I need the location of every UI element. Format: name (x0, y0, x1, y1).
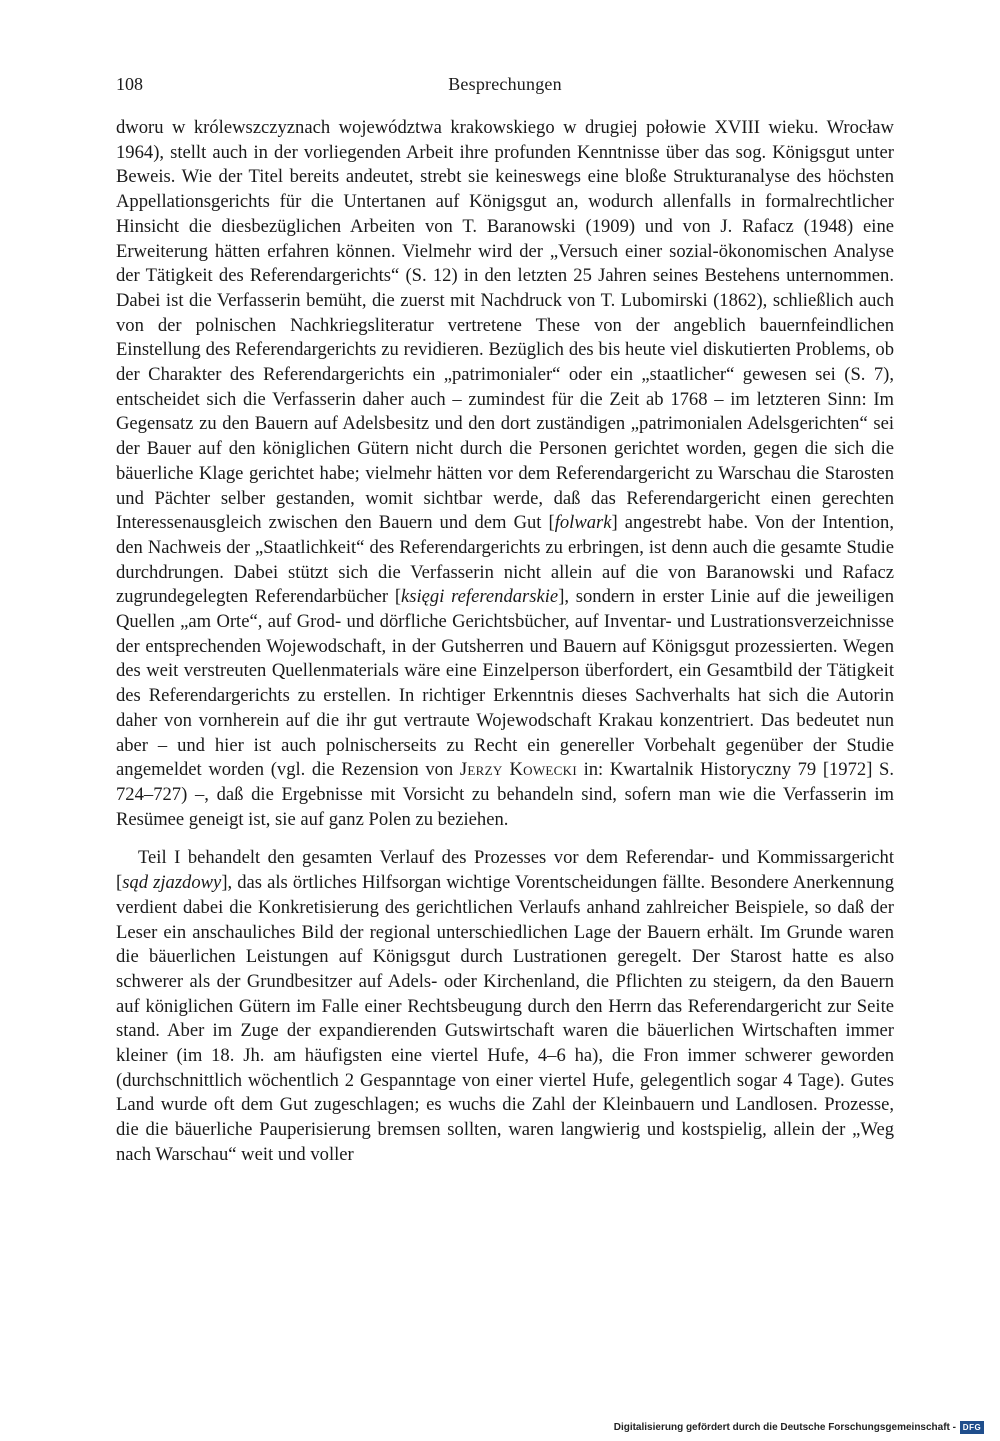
italic-term: księgi referendarskie (401, 586, 559, 608)
dfg-logo: DFG (960, 1421, 984, 1434)
page-header (116, 74, 894, 100)
body-text (116, 116, 894, 1168)
text-run: ], das als örtliches Hilfsorgan wichtige Vorentscheidungen fällte. Besondere Anerkennung verdient dabei die Konkretisierung des gerichtlichen Verlaufs anhand zahlreicher Beispiele, so daß der Leser ein anschauliches Bild der regional unterschiedlichen Lage der Bauern erhält. Im Grunde waren die bäuerlichen Leistungen auf Königsgut durch Lustrationen geregelt. Der Starost hatte es also schwerer als der Grundbesitzer auf Adels- oder Kirchenland, die Pflichten zu steigern, da den Bauern auf königlichen Gütern im Falle einer Rechtsbeugung durch den Herrn das Referendargericht zur Seite stand. Aber im Zuge der expandierenden Gutswirtschaft waren die bäuerlichen Wirtschaften immer kleiner (im 18. Jh. am häufigsten eine viertel Hufe, 4–6 ha), die Fron immer schwerer geworden (durchschnittlich wöchentlich 2 Gespanntage von einer viertel Hufe, gelegentlich sogar 4 Tage). Gutes Land wurde oft dem Gut zugeschlagen; es wuchs die Zahl der Kleinbauern und Landlosen. Prozesse, die die bäuerliche Pauperisierung bremsen sollten, waren langwierig und kostspielig, allein der „Weg nach Warschau“ weit und voller (116, 872, 894, 1165)
paragraph-1 (116, 116, 894, 832)
italic-term: folwark (554, 512, 612, 534)
text-run: ] angestrebt habe. Von der Intention, den Nachweis der „Staatlichkeit“ des Referendargerichts zu erbringen, ist denn auch die gesamte Studie durchdrungen. Dabei stützt sich die Verfasserin nicht allein auf die von Baranowski und Rafacz zugrundegelegten Referendarbücher [ (116, 512, 894, 608)
credit-text: Digitalisierung gefördert durch die Deutsche Forschungsgemeinschaft - (613, 1421, 956, 1433)
digitization-credit (614, 1419, 984, 1435)
text-run: Teil I behandelt den gesamten Verlauf des Prozesses vor dem Referendar- und Kommissargericht [ (116, 847, 894, 894)
running-head: Besprechungen (448, 74, 562, 94)
text-run: ], sondern in erster Linie auf die jeweiligen Quellen „am Orte“, auf Grod- und dörfliche Gerichtsbücher, auf Inventar- und Lustrationsverzeichnisse der entsprechenden Wojewodschaft, in der Gutsherren und Bauern auf Königsgut prozessierten. Wegen des weit verstreuten Quellenmaterials wäre eine Einzelperson überfordert, ein Gesamtbild der Tätigkeit des Referendargerichts zu erstellen. In richtiger Erkenntnis dieses Sachverhalts hat sich die Autorin daher von vornherein auf die ihr gut vertraute Wojewodschaft Krakau konzentriert. Das bedeutet nun aber – und hier ist auch polnischerseits zu Recht ein genereller Vorbehalt gegenüber der Studie angemeldet worden (vgl. die Rezension von (116, 586, 894, 781)
paragraph-2 (116, 846, 894, 1167)
text-run: in: Kwartalnik Historyczny 79 [1972] S. 724–727) –, daß die Ergebnisse mit Vorsicht zu behandeln sind, sofern man wie die Verfasserin im Resümee geneigt ist, sie auf ganz Polen zu beziehen. (116, 759, 895, 830)
text-run: dworu w królewszczyznach województwa krakowskiego w drugiej połowie XVIII wieku. Wrocław 1964), stellt auch in der vorliegenden Arbeit ihre profunden Kenntnisse über das sog. Königsgut unter Beweis. Wie der Titel bereits andeutet, strebt sie keineswegs eine bloße Strukturanalyse des höchsten Appellationsgerichts für die Untertanen auf Königsgut an, wodurch allenfalls in formalrechtlicher Hinsicht die diesbezüglichen Arbeiten von T. Baranowski (1909) und von J. Rafacz (1948) eine Erweiterung hätten erfahren können. Vielmehr wird der „Versuch einer sozial-ökonomischen Analyse der Tätigkeit des Referendargerichts“ (S. 12) in den letzten 25 Jahren seines Bestehens unternommen. Dabei ist die Verfasserin bemüht, die zuerst mit Nachdruck von T. Lubomirski (1862), schließlich auch von der polnischen Nachkriegsliteratur vertretene These von der angeblich bauernfeindlichen Einstellung des Referendargerichts zu revidieren. Bezüglich des bis heute viel diskutierten Problems, ob der Charakter des Referendargerichts ein „patrimonialer“ oder ein „staatlicher“ gewesen sei (S. 7), entscheidet sich die Verfasserin daher auch – zumindest für die Zeit ab 1768 – im letzteren Sinn: Im Gegensatz zu den Bauern auf Adelsbesitz und den dort zuständigen „patrimonialen Adelsgerichten“ sei der Bauer auf den königlichen Gütern nicht durch die Personen gerichtet worden, gegen die sich die bäuerliche Klage gerichtet habe; vielmehr hätten vor dem Referendargericht zu Warschau die Starosten und Pächter selber gestanden, womit sichtbar werde, daß das Referendargericht einen gerechten Interessenausgleich zwischen den Bauern und dem Gut [ (116, 117, 894, 534)
author-name: Jerzy Kowecki (459, 759, 577, 781)
italic-term: sąd zjazdowy (122, 872, 222, 894)
page-number: 108 (116, 74, 143, 94)
